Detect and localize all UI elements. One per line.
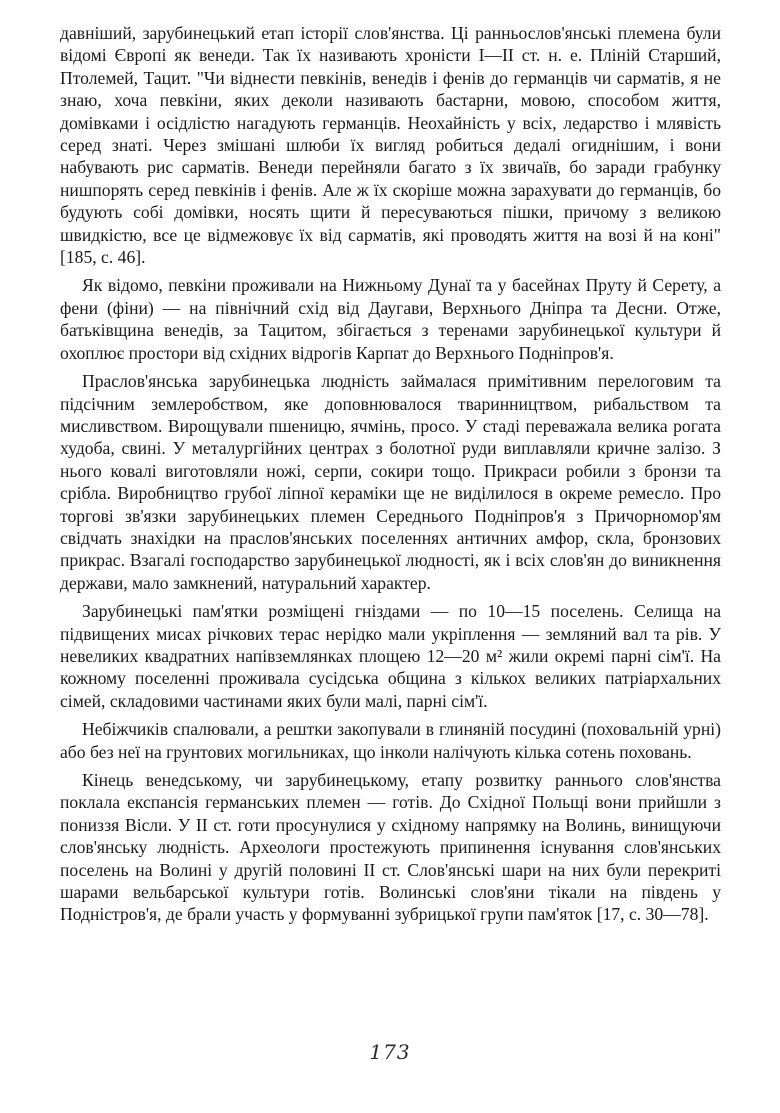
paragraph-settlements: Зарубинецькі пам'ятки розміщені гніздами — по 10—15 поселень. Селища на підвищених мисах річкових терас нерідко мали укріплення — земляний вал та рів. У невеликих квадратних напівземлянках площею 12—20 м² жили окремі парні сім'ї. На кожному поселенні проживала сусідська община з кількох великих патріархальних сімей, складовими частинами яких були малі, парні сім'ї.	[60, 601, 721, 711]
paragraph-venedi-chronicles: давніший, зарубинецький етап історії слов'янства. Ці ранньослов'янські племена були відомі Європі як венеди. Так їх називають хроністи І—ІІ ст. н. е. Пліній Старший, Птолемей, Тацит. "Чи віднести певкінів, венедів і фенів до германців чи сарматів, я не знаю, хоча певкіни, яких деколи називають бастарни, мовою, способом життя, домівками і осідлістю нагадують германців. Неохайність у всіх, ледарство і млявість серед знаті. Через змішані шлюби їх вигляд робиться дедалі огиднішим, і вони набувають рис сарматів. Венеди перейняли багато з їх звичаїв, бо заради грабунку нишпорять серед певкінів і фенів. Але ж їх скоріше можна зарахувати до германців, бо будують собі домівки, носять щити й пересуваються пішки, причому з великою швидкістю, все це відмежовує їх від сарматів, які проводять життя на возі й на коні" [185, с. 46].	[60, 23, 721, 268]
page-number: 173	[369, 1040, 411, 1064]
paragraph-goths-expansion: Кінець венедському, чи зарубинецькому, етапу розвитку раннього слов'янства поклала експансія германських племен — готів. До Східної Польщі вони прийшли з пониззя Вісли. У ІІ ст. готи просунулися у східному напрямку на Волинь, винищуючи слов'янську людність. Археологи простежують припинення існування слов'янських поселень на Волині у другій половині ІІ ст. Слов'янські шари на них були перекриті шарами вельбарської культури готів. Волинські слов'яни тікали на південь у Подністров'я, де брали участь у формуванні зубрицької групи пам'яток [17, с. 30—78].	[60, 770, 721, 925]
paragraph-peukini-feni: Як відомо, певкіни проживали на Нижньому Дунаї та у басейнах Пруту й Серету, а фени (фіни) — на північний схід від Даугави, Верхнього Дніпра та Десни. Отже, батьківщина венедів, за Тацитом, збігається з теренами зарубинецької культури й охоплює простори від східних відрогів Карпат до Верхнього Подніпров'я.	[60, 275, 721, 363]
document-page	[60, 22, 721, 932]
paragraph-burials: Небіжчиків спалювали, а рештки закопували в глиняній посудині (поховальній урні) або без неї на грунтових могильниках, що інколи налічують кілька сотень поховань.	[60, 719, 721, 762]
paragraph-economy: Праслов'янська зарубинецька людність займалася примітивним перелоговим та підсічним землеробством, яке доповнювалося тваринництвом, рибальством та мисливством. Вирощували пшеницю, ячмінь, просо. У стаді переважала велика рогата худоба, свині. У металургійних центрах з болотної руди виплавляли кричне залізо. З нього ковалі виготовляли ножі, серпи, сокири тощо. Прикраси робили з бронзи та срібла. Виробництво грубої ліпної кераміки ще не виділилося в окреме ремесло. Про торгові зв'язки зарубинецьких племен Середнього Подніпров'я з Причорномор'ям свідчать знахідки на праслов'янських поселеннях античних амфор, скла, бронзових прикрас. Взагалі господарство зарубинецької людності, як і всіх слов'ян до виникнення держави, мало замкнений, натуральний характер.	[60, 371, 721, 593]
